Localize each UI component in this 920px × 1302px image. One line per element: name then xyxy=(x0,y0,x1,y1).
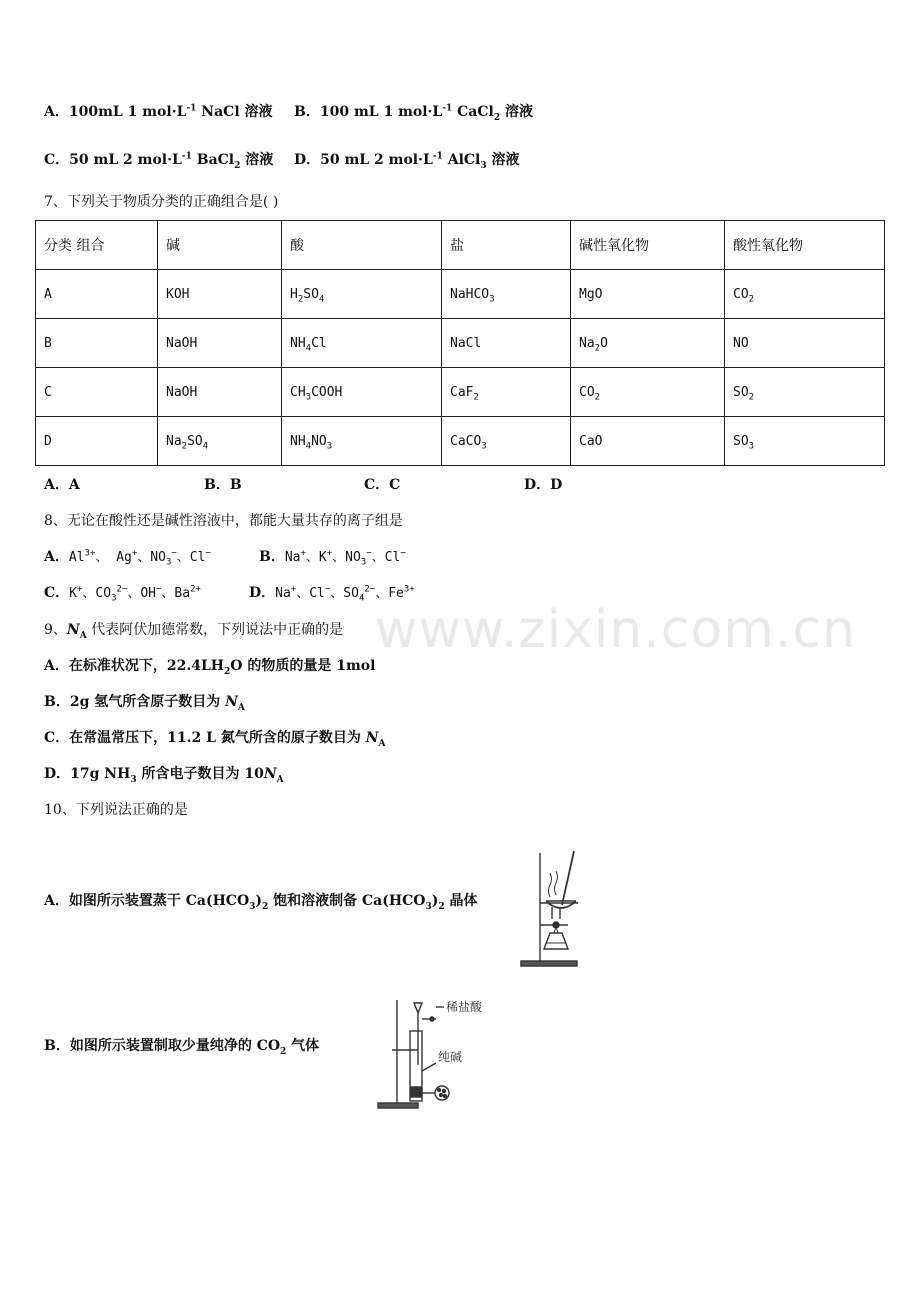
table-cell: $NH_4Cl$ xyxy=(282,319,442,368)
q8-row-cd xyxy=(44,583,415,604)
q9-option-b: B．2g 氢气所含原子数目为 $N_A$ xyxy=(44,694,245,713)
diluted-hcl-label: 稀盐酸 xyxy=(446,1000,483,1014)
evaporation-apparatus-diagram xyxy=(516,845,586,970)
table-cell: $CH_3COOH$ xyxy=(282,368,442,417)
header-cell: 碱性氧化物 xyxy=(571,221,725,270)
q8-option-c: C．K+、$CO_3^{2-}$、OH−、$Ba^{2+}$ xyxy=(44,584,201,604)
gas-generation-apparatus-diagram xyxy=(372,995,492,1115)
table-cell: CaCO$_3$ xyxy=(442,417,571,466)
header-cell: 碱 xyxy=(158,221,282,270)
q9-option-c: C．在常温常压下，11.2 L 氮气所含的原子数目为 $N_A$ xyxy=(44,730,386,749)
q6-row-ab xyxy=(44,102,533,123)
table-cell: D xyxy=(36,417,158,466)
q10-option-b: B．如图所示装置制取少量纯净的 $CO_2$ 气体 xyxy=(44,1038,320,1057)
q9-option-a: A．在标准状况下，$22.4LH_2O$ 的物质的量是 1mol xyxy=(44,658,376,677)
watermark: www.zixin.com.cn xyxy=(375,600,856,660)
table-cell: NaOH xyxy=(158,368,282,417)
q6-option-c: C．50 mL 2 $mol\cdot L^{-1}$ BaCl$_2$ 溶液 xyxy=(44,151,274,171)
table-header-row xyxy=(36,221,885,270)
table-cell: $Na_2SO_4$ xyxy=(158,417,282,466)
q7-options xyxy=(44,475,563,495)
table-cell: MgO xyxy=(571,270,725,319)
q7-classification-table xyxy=(35,220,885,466)
table-row xyxy=(36,319,885,368)
q8-row-ab xyxy=(44,547,406,568)
table-cell: $Na_2O$ xyxy=(571,319,725,368)
q7-option-d: D．D xyxy=(524,477,563,493)
table-cell: $SO_2$ xyxy=(725,368,885,417)
q7-option-c: C．C xyxy=(364,477,401,493)
table-row xyxy=(36,368,885,417)
table-cell: NaHCO$_3$ xyxy=(442,270,571,319)
table-cell: NaCl xyxy=(442,319,571,368)
q8-option-d: D．Na+、Cl−、$SO_4^{2-}$、$Fe^{3+}$ xyxy=(249,584,415,604)
table-cell: KOH xyxy=(158,270,282,319)
q7-option-a: A．A xyxy=(44,477,80,493)
q10-option-a: A．如图所示装置蒸干 $Ca(HCO_3)_2$ 饱和溶液制备 $Ca(HCO_3)_2$ 晶体 xyxy=(44,893,478,912)
table-cell: NO xyxy=(725,319,885,368)
q9-option-d: D．17g $NH_3$ 所含电子数目为 $10N_A$ xyxy=(44,766,284,785)
header-cell: 盐 xyxy=(442,221,571,270)
table-cell: C xyxy=(36,368,158,417)
q9-stem: 9、$N_A$ 代表阿伏加德常数，下列说法中正确的是 xyxy=(44,622,344,641)
q8-stem: 8、无论在酸性还是碱性溶液中，都能大量共存的离子组是 xyxy=(44,513,403,529)
soda-ash-label: 纯碱 xyxy=(438,1050,463,1064)
q7-option-b: B．B xyxy=(204,477,242,493)
q7-stem: 7、下列关于物质分类的正确组合是( ) xyxy=(44,194,279,210)
q10-stem: 10、下列说法正确的是 xyxy=(44,802,188,818)
table-cell: CaO xyxy=(571,417,725,466)
table-cell: $CO_2$ xyxy=(571,368,725,417)
table-cell: NaOH xyxy=(158,319,282,368)
q6-option-b: B．100 mL 1 $mol\cdot L^{-1}$ CaCl$_2$ 溶液 xyxy=(294,103,533,123)
header-cell: 分类 组合 xyxy=(36,221,158,270)
table-cell: A xyxy=(36,270,158,319)
table-cell: $CO_2$ xyxy=(725,270,885,319)
table-cell: B xyxy=(36,319,158,368)
q8-option-b: B．Na+、K+、$NO_3^-$、Cl− xyxy=(259,548,406,568)
q6-option-d: D．50 mL 2 $mol\cdot L^{-1}$ AlCl$_3$ 溶液 xyxy=(294,151,520,171)
table-cell: $NH_4NO_3$ xyxy=(282,417,442,466)
table-row xyxy=(36,417,885,466)
header-cell: 酸 xyxy=(282,221,442,270)
table-cell: $H_2SO_4$ xyxy=(282,270,442,319)
table-cell: $SO_3$ xyxy=(725,417,885,466)
table-cell: CaF$_2$ xyxy=(442,368,571,417)
header-cell: 酸性氧化物 xyxy=(725,221,885,270)
q8-option-a: A．$Al^{3+}$、 Ag+、$NO_3^-$、Cl− xyxy=(44,548,211,568)
q6-row-cd xyxy=(44,150,520,171)
q6-option-a: A．100mL 1 $mol\cdot L^{-1}$ NaCl 溶液 xyxy=(44,103,273,120)
table-row xyxy=(36,270,885,319)
